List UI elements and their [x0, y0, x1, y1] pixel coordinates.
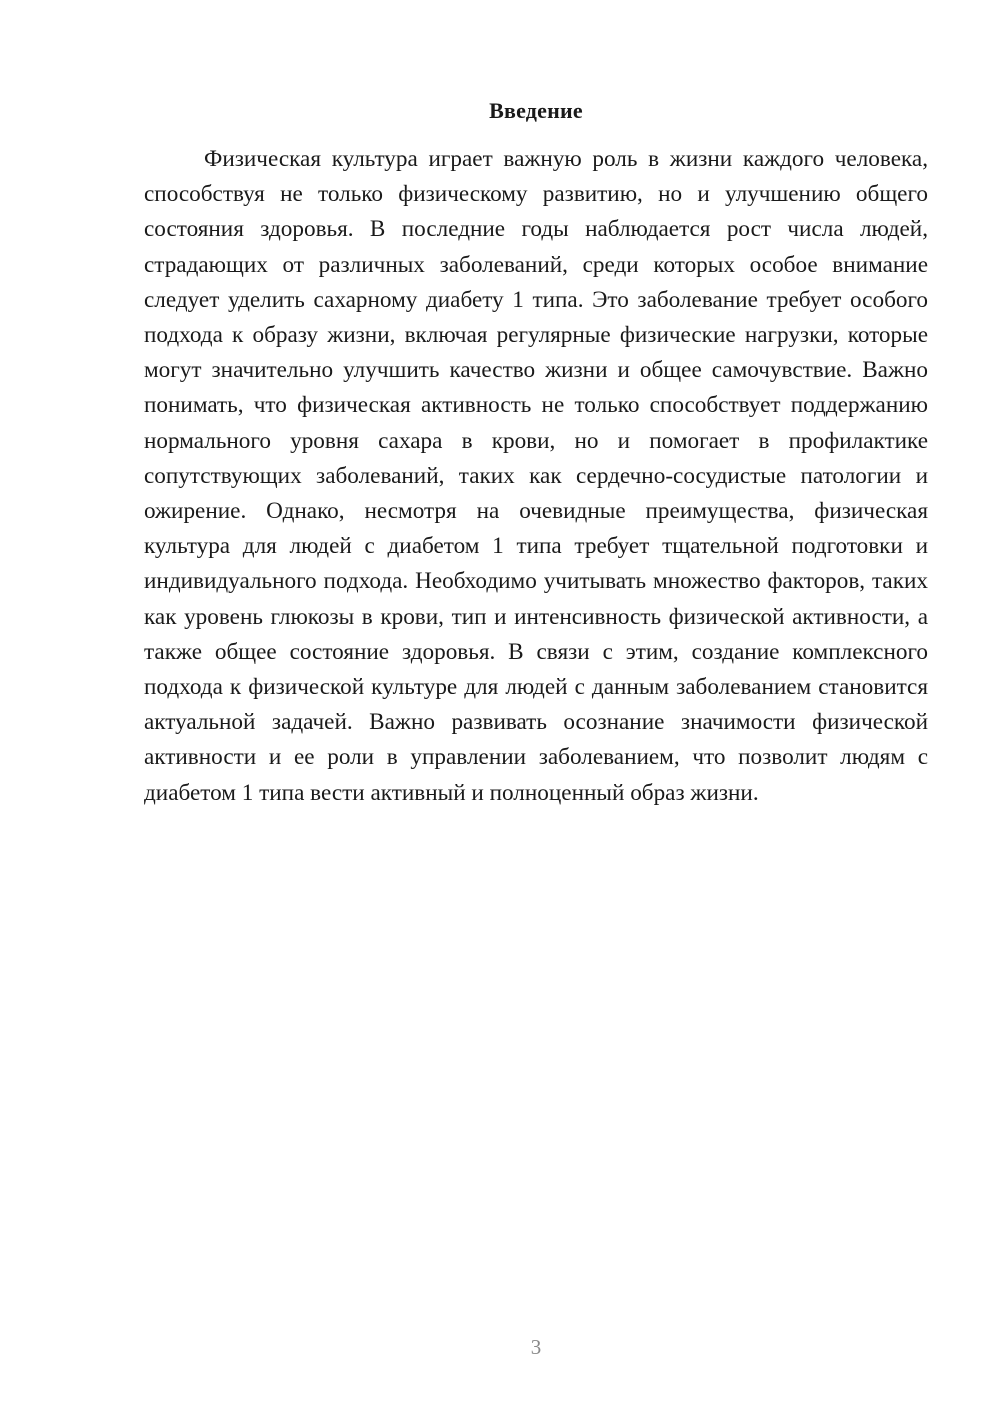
section-heading: Введение — [489, 98, 583, 123]
page-number: 3 — [530, 1335, 542, 1359]
body-paragraph: Физическая культура играет важную роль в жизни каждого человека, способствуя не только физическому развитию, но и улучшению общего состояния здоровья. В последние годы наблюдается рост числа людей, страдающих от различных заболеваний, среди которых особое внимание следует уделить сахарному диабету 1 типа. Это заболевание требует особого подхода к образу жизни, включая регулярные физические нагрузки, которые могут значительно улучшить качество жизни и общее самочувствие. Важно понимать, что физическая активность не только способствует поддержанию нормального уровня сахара в крови, но и помогает в профилактике сопутствующих заболеваний, таких как сердечно-сосудистые патологии и ожирение. Однако, несмотря на очевидные преимущества, физическая культура для людей с диабетом 1 типа требует тщательной подготовки и индивидуального подхода. Необходимо учитывать множество факторов, таких как уровень глюкозы в крови, тип и интенсивность физической активности, а также общее состояние здоровья. В связи с этим, создание комплексного подхода к физической культуре для людей с данным заболеванием становится актуальной задачей. Важно развивать осознание значимости физической активности и ее роли в управлении заболеванием, что позволит людям с диабетом 1 типа вести активный и полноценный образ жизни. — [144, 146, 928, 806]
